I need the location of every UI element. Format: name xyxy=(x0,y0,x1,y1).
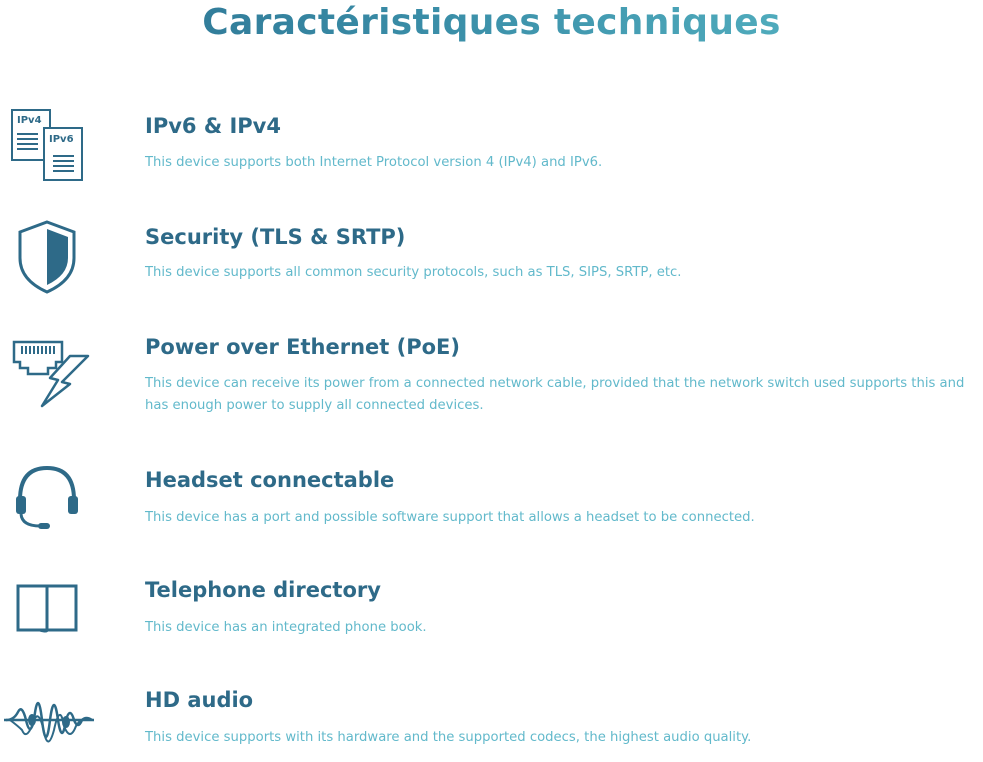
ipv4-ipv6-documents-icon xyxy=(4,106,96,186)
feature-description: This device has a port and possible software support that allows a headset to be connected. xyxy=(145,510,755,525)
shield-icon xyxy=(4,218,96,298)
svg-text:IPv4: IPv4 xyxy=(17,115,42,126)
feature-title: IPv6 & IPv4 xyxy=(145,114,281,138)
feature-title: Security (TLS & SRTP) xyxy=(145,225,406,249)
feature-description: This device supports with its hardware and the supported codecs, the highest audio quality. xyxy=(145,730,752,745)
feature-description: This device supports both Internet Protocol version 4 (IPv4) and IPv6. xyxy=(145,155,603,170)
feature-description: This device has an integrated phone book. xyxy=(145,620,427,635)
feature-title: Telephone directory xyxy=(145,578,381,602)
feature-title: Power over Ethernet (PoE) xyxy=(145,335,460,359)
feature-title: Headset connectable xyxy=(145,468,395,492)
open-book-icon xyxy=(4,570,96,650)
svg-text:IPv6: IPv6 xyxy=(49,134,74,145)
feature-title: HD audio xyxy=(145,688,254,712)
feature-description: This device supports all common security protocols, such as TLS, SIPS, SRTP, etc. xyxy=(145,265,682,280)
feature-description: This device can receive its power from a connected network cable, provided that the network switch used supports this and has enough power to supply all connected devices. xyxy=(145,376,965,413)
ethernet-port-lightning-icon xyxy=(4,332,96,412)
page-title: Caractéristiques techniques xyxy=(0,2,983,43)
sound-wave-icon xyxy=(4,682,96,762)
headset-icon xyxy=(4,462,96,542)
